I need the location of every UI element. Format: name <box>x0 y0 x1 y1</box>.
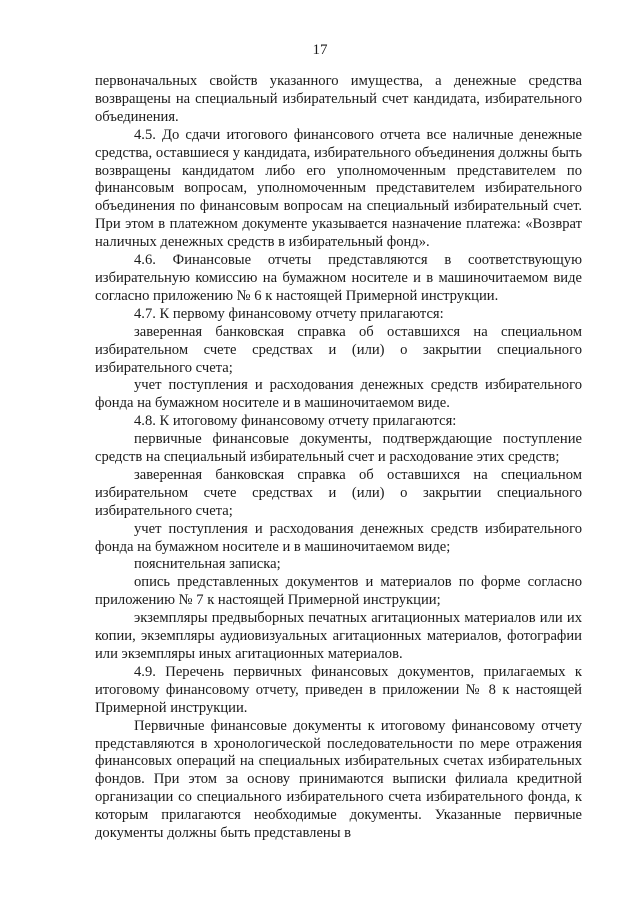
document-body <box>95 73 582 843</box>
paragraph-p8: первичные финансовые документы, подтверждающие поступление средств на специальный избирательный счет и расходование этих средств; <box>95 431 582 466</box>
paragraph-p4: 4.7. К первому финансовому отчету прилагаются: <box>134 305 444 322</box>
paragraph-p11: пояснительная записка; <box>134 556 281 573</box>
page-number: 17 <box>312 42 328 58</box>
paragraph-p3: 4.6. Финансовые отчеты представляются в соответствующую избирательную комиссию на бумажном носителе и в машиночитаемом виде согласно приложению № 6 к настоящей Примерной инструкции. <box>95 252 582 304</box>
paragraph-p12: опись представленных документов и материалов по форме согласно приложению № 7 к настоящей Примерной инструкции; <box>95 574 582 609</box>
paragraph-p5: заверенная банковская справка об оставшихся на специальном избирательном счете средствах и (или) о закрытии специального избирательного счета; <box>95 323 582 376</box>
paragraph-p13: экземпляры предвыборных печатных агитационных материалов или их копии, экземпляры аудиовизуальных агитационных материалов, фотографии или экземпляры иных агитационных материалов. <box>95 610 582 662</box>
paragraph-p7: 4.8. К итоговому финансовому отчету прилагаются: <box>134 413 457 430</box>
paragraph-p10: учет поступления и расходования денежных средств избирательного фонда на бумажном носителе и в машиночитаемом виде; <box>95 520 582 555</box>
paragraph-p2: 4.5. До сдачи итогового финансового отчета все наличные денежные средства, оставшиеся у кандидата, избирательного объединения должны быть возвращены кандидатом либо его уполномоченным представителем по финансовым вопросам, уполномоченным представителем избирательного объединения по финансовым вопросам на специальный избирательный счет. При этом в платежном документе указывается назначение платежа: «Возврат наличных денежных средств в избирательный фонд». <box>95 126 582 251</box>
paragraph-p14: 4.9. Перечень первичных финансовых документов, прилагаемых к итоговому финансовому отчету, приведен в приложении № 8 к настоящей Примерной инструкции. <box>95 663 582 716</box>
paragraph-p9: заверенная банковская справка об оставшихся на специальном избирательном счете средствах и (или) о закрытии специального избирательного счета; <box>95 466 582 519</box>
paragraph-p1: первоначальных свойств указанного имущества, а денежные средства возвращены на специальный избирательный счет кандидата, избирательного объединения. <box>95 73 582 125</box>
paragraph-p6: учет поступления и расходования денежных средств избирательного фонда на бумажном носителе и в машиночитаемом виде. <box>95 377 582 412</box>
paragraph-p15: Первичные финансовые документы к итоговому финансовому отчету представляются в хронологической последовательности по мере отражения финансовых операций на специальных избирательных счетах избирательных фондов. При этом за основу принимаются выписки филиала кредитной организации со специального избирательного счета избирательного фонда, к которым прилагаются необходимые документы. Указанные первичные документы должны быть представлены в <box>95 717 582 842</box>
